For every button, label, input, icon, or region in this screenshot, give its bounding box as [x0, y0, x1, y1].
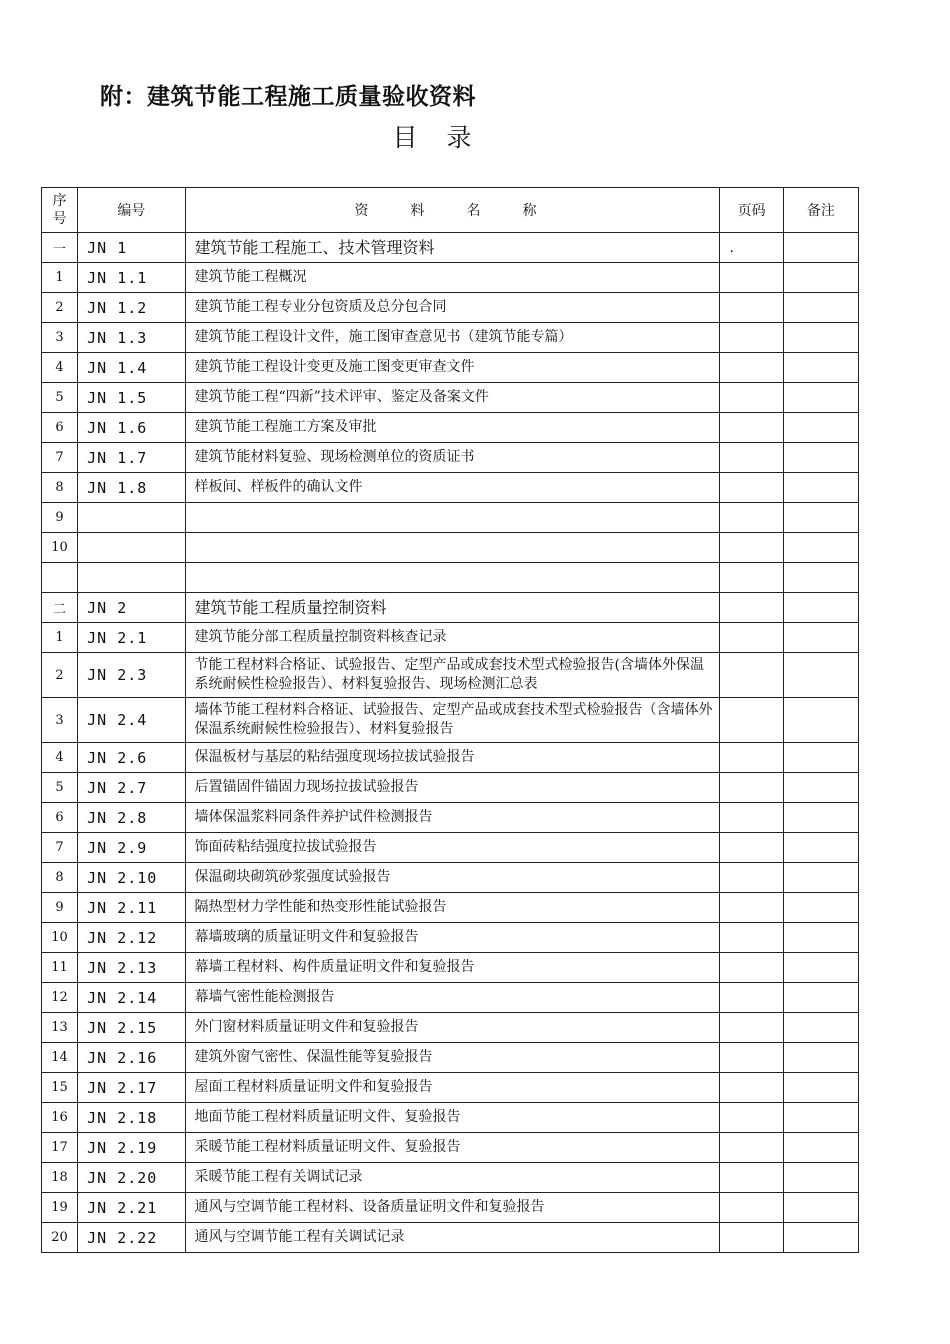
column-header-note: 备注 [783, 188, 858, 233]
column-header-page: 页码 [720, 188, 783, 233]
row-code: JN 1.1 [78, 263, 185, 293]
row-page: . [720, 233, 783, 263]
row-page [720, 923, 783, 953]
table-row [42, 383, 859, 413]
table-row [42, 473, 859, 503]
row-name: 幕墙工程材料、构件质量证明文件和复验报告 [185, 953, 720, 983]
table-row [42, 1223, 859, 1253]
table-row [42, 323, 859, 353]
row-seq: 10 [42, 533, 78, 563]
row-note [783, 893, 858, 923]
table-row [42, 983, 859, 1013]
row-note [783, 863, 858, 893]
row-page [720, 863, 783, 893]
row-code [78, 533, 185, 563]
row-note [783, 803, 858, 833]
row-note [783, 1163, 858, 1193]
row-name: 幕墙气密性能检测报告 [185, 983, 720, 1013]
row-code: JN 2.8 [78, 803, 185, 833]
row-page [720, 773, 783, 803]
row-code: JN 2.3 [78, 653, 185, 698]
row-code: JN 1.5 [78, 383, 185, 413]
table-row [42, 953, 859, 983]
row-name: 墙体保温浆料同条件养护试件检测报告 [185, 803, 720, 833]
row-name: 建筑节能工程“四新”技术评审、鉴定及备案文件 [185, 383, 720, 413]
row-name: 样板间、样板件的确认文件 [185, 473, 720, 503]
table-row [42, 1193, 859, 1223]
row-note [783, 1103, 858, 1133]
row-page [720, 533, 783, 563]
column-header-name [185, 188, 720, 233]
row-note [783, 1013, 858, 1043]
row-code: JN 2.21 [78, 1193, 185, 1223]
row-code: JN 1.2 [78, 293, 185, 323]
row-note [783, 593, 858, 623]
table-row [42, 1103, 859, 1133]
table-row [42, 263, 859, 293]
row-name: 通风与空调节能工程材料、设备质量证明文件和复验报告 [185, 1193, 720, 1223]
row-page [720, 833, 783, 863]
row-name: 建筑节能工程施工方案及审批 [185, 413, 720, 443]
row-code [78, 563, 185, 593]
row-name: 采暖节能工程材料质量证明文件、复验报告 [185, 1133, 720, 1163]
row-note [783, 323, 858, 353]
table-row [42, 803, 859, 833]
table-row [42, 293, 859, 323]
row-name: 建筑节能分部工程质量控制资料核查记录 [185, 623, 720, 653]
row-seq: 4 [42, 743, 78, 773]
row-note [783, 1133, 858, 1163]
row-seq: 6 [42, 803, 78, 833]
section-row [42, 233, 859, 263]
row-note [783, 443, 858, 473]
row-name: 建筑节能工程设计文件，施工图审查意见书（建筑节能专篇） [185, 323, 720, 353]
row-name: 保温板材与基层的粘结强度现场拉拔试验报告 [185, 743, 720, 773]
row-code: JN 2.22 [78, 1223, 185, 1253]
row-code: JN 2.4 [78, 698, 185, 743]
table-row [42, 1043, 859, 1073]
row-code: JN 2.1 [78, 623, 185, 653]
row-code: JN 2.19 [78, 1133, 185, 1163]
row-page [720, 413, 783, 443]
row-page [720, 1073, 783, 1103]
row-seq: 8 [42, 473, 78, 503]
row-name: 建筑节能工程概况 [185, 263, 720, 293]
row-seq: 8 [42, 863, 78, 893]
table-row [42, 833, 859, 863]
row-seq: 二 [42, 593, 78, 623]
row-seq: 14 [42, 1043, 78, 1073]
row-code: JN 1.8 [78, 473, 185, 503]
row-page [720, 653, 783, 698]
row-page [720, 1103, 783, 1133]
row-seq: 15 [42, 1073, 78, 1103]
table-body [42, 233, 859, 1253]
row-note [783, 833, 858, 863]
row-seq: 16 [42, 1103, 78, 1133]
row-name [185, 563, 720, 593]
row-seq: 17 [42, 1133, 78, 1163]
row-page [720, 953, 783, 983]
table-row [42, 503, 859, 533]
table-row [42, 563, 859, 593]
row-note [783, 263, 858, 293]
table-header-row [42, 188, 859, 233]
row-page [720, 1163, 783, 1193]
row-seq: 18 [42, 1163, 78, 1193]
row-name: 节能工程材料合格证、试验报告、定型产品或成套技术型式检验报告(含墙体外保温系统耐候性检验报告）、材料复验报告、现场检测汇总表 [185, 653, 720, 698]
row-name: 建筑节能材料复验、现场检测单位的资质证书 [185, 443, 720, 473]
row-code: JN 2.18 [78, 1103, 185, 1133]
row-code: JN 2.12 [78, 923, 185, 953]
row-name: 通风与空调节能工程有关调试记录 [185, 1223, 720, 1253]
row-page [720, 353, 783, 383]
row-seq: 5 [42, 383, 78, 413]
table-row [42, 413, 859, 443]
document-title: 附：建筑节能工程施工质量验收资料 [100, 84, 476, 110]
row-page [720, 1193, 783, 1223]
table-row [42, 653, 859, 698]
row-seq: 3 [42, 323, 78, 353]
row-note [783, 383, 858, 413]
row-note [783, 473, 858, 503]
row-code [78, 503, 185, 533]
row-code: JN 2.16 [78, 1043, 185, 1073]
row-note [783, 1223, 858, 1253]
row-code: JN 1.6 [78, 413, 185, 443]
table-row [42, 623, 859, 653]
row-page [720, 563, 783, 593]
row-note [783, 353, 858, 383]
row-seq: 3 [42, 698, 78, 743]
row-note [783, 1193, 858, 1223]
row-seq: 13 [42, 1013, 78, 1043]
row-page [720, 293, 783, 323]
row-seq: 2 [42, 653, 78, 698]
table-row [42, 698, 859, 743]
row-page [720, 263, 783, 293]
contents-table [41, 187, 859, 1253]
row-page [720, 983, 783, 1013]
table-row [42, 923, 859, 953]
row-name: 外门窗材料质量证明文件和复验报告 [185, 1013, 720, 1043]
table-row [42, 1013, 859, 1043]
row-name: 建筑节能工程专业分包资质及总分包合同 [185, 293, 720, 323]
row-name: 幕墙玻璃的质量证明文件和复验报告 [185, 923, 720, 953]
row-code: JN 2.11 [78, 893, 185, 923]
row-note [783, 773, 858, 803]
row-seq: 19 [42, 1193, 78, 1223]
row-seq: 20 [42, 1223, 78, 1253]
row-seq: 2 [42, 293, 78, 323]
row-code: JN 2.15 [78, 1013, 185, 1043]
row-code: JN 1 [78, 233, 185, 263]
row-note [783, 743, 858, 773]
row-page [720, 1223, 783, 1253]
row-page [720, 383, 783, 413]
row-note [783, 653, 858, 698]
table-row [42, 353, 859, 383]
row-note [783, 233, 858, 263]
row-code: JN 2 [78, 593, 185, 623]
row-code: JN 2.20 [78, 1163, 185, 1193]
column-header-seq-line1: 序 [52, 193, 67, 209]
row-code: JN 2.9 [78, 833, 185, 863]
row-name: 后置锚固件锚固力现场拉拔试验报告 [185, 773, 720, 803]
row-seq: 7 [42, 443, 78, 473]
row-page [720, 323, 783, 353]
row-name: 建筑节能工程设计变更及施工图变更审查文件 [185, 353, 720, 383]
table-row [42, 1133, 859, 1163]
row-code: JN 2.17 [78, 1073, 185, 1103]
row-page [720, 473, 783, 503]
row-note [783, 983, 858, 1013]
table-row [42, 1163, 859, 1193]
row-name: 保温砌块砌筑砂浆强度试验报告 [185, 863, 720, 893]
row-name: 地面节能工程材料质量证明文件、复验报告 [185, 1103, 720, 1133]
row-code: JN 2.13 [78, 953, 185, 983]
row-name: 建筑节能工程质量控制资料 [185, 593, 720, 623]
table-row [42, 863, 859, 893]
column-header-seq [42, 188, 78, 233]
row-note [783, 533, 858, 563]
row-seq: 一 [42, 233, 78, 263]
row-name: 屋面工程材料质量证明文件和复验报告 [185, 1073, 720, 1103]
table-row [42, 773, 859, 803]
row-seq: 10 [42, 923, 78, 953]
row-note [783, 923, 858, 953]
row-note [783, 953, 858, 983]
row-note [783, 1073, 858, 1103]
row-page [720, 503, 783, 533]
row-note [783, 698, 858, 743]
row-note [783, 413, 858, 443]
row-page [720, 698, 783, 743]
row-page [720, 803, 783, 833]
row-seq: 12 [42, 983, 78, 1013]
row-code: JN 2.7 [78, 773, 185, 803]
table-row [42, 893, 859, 923]
row-code: JN 2.10 [78, 863, 185, 893]
row-name [185, 503, 720, 533]
row-name: 隔热型材力学性能和热变形性能试验报告 [185, 893, 720, 923]
table-row [42, 533, 859, 563]
row-seq: 5 [42, 773, 78, 803]
row-code: JN 1.4 [78, 353, 185, 383]
column-header-code: 编号 [78, 188, 185, 233]
row-page [720, 1013, 783, 1043]
row-seq: 9 [42, 503, 78, 533]
row-page [720, 593, 783, 623]
table-row [42, 1073, 859, 1103]
row-code: JN 1.3 [78, 323, 185, 353]
row-note [783, 503, 858, 533]
row-code: JN 2.14 [78, 983, 185, 1013]
row-seq: 4 [42, 353, 78, 383]
table-of-contents-heading: 目 录 [392, 123, 474, 152]
row-seq: 11 [42, 953, 78, 983]
row-seq: 1 [42, 623, 78, 653]
row-note [783, 293, 858, 323]
row-page [720, 443, 783, 473]
row-seq: 7 [42, 833, 78, 863]
row-page [720, 1043, 783, 1073]
row-note [783, 563, 858, 593]
column-header-seq-line2: 号 [52, 211, 67, 227]
row-page [720, 623, 783, 653]
table-row [42, 443, 859, 473]
table-row [42, 743, 859, 773]
row-name: 饰面砖粘结强度拉拔试验报告 [185, 833, 720, 863]
row-seq: 9 [42, 893, 78, 923]
row-name [185, 533, 720, 563]
row-note [783, 1043, 858, 1073]
row-page [720, 1133, 783, 1163]
row-seq: 1 [42, 263, 78, 293]
row-code: JN 2.6 [78, 743, 185, 773]
row-seq [42, 563, 78, 593]
row-seq: 6 [42, 413, 78, 443]
row-page [720, 743, 783, 773]
column-header-name-label: 资 料 名 称 [354, 203, 551, 219]
row-page [720, 893, 783, 923]
row-name: 采暖节能工程有关调试记录 [185, 1163, 720, 1193]
section-row [42, 593, 859, 623]
row-name: 建筑外窗气密性、保温性能等复验报告 [185, 1043, 720, 1073]
row-note [783, 623, 858, 653]
row-code: JN 1.7 [78, 443, 185, 473]
row-name: 墙体节能工程材料合格证、试验报告、定型产品或成套技术型式检验报告（含墙体外保温系统耐候性检验报告）、材料复验报告 [185, 698, 720, 743]
row-name: 建筑节能工程施工、技术管理资料 [185, 233, 720, 263]
